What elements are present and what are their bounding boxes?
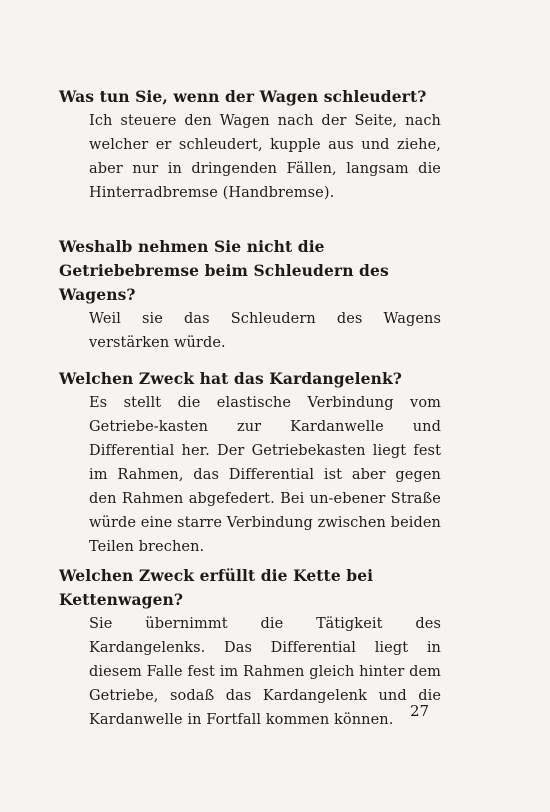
- qa-section-chain-drive: [59, 564, 441, 732]
- page-number: 27: [410, 702, 430, 720]
- answer-paragraph: Sie übernimmt die Tätigkeit des Kardangelenks. Das Differential liegt in diesem Falle fest im Rahmen gleich hinter dem Getriebe, sodaß das Kardangelenk und die Kardanwelle in Fortfall kommen können.: [89, 616, 441, 728]
- question-heading: Weshalb nehmen Sie nicht die Getriebebremse beim Schleudern des Wagens?: [59, 237, 389, 304]
- qa-section-cardan-joint: [59, 367, 441, 559]
- question-heading: Welchen Zweck erfüllt die Kette bei Kettenwagen?: [59, 566, 374, 609]
- qa-section-transmission-brake: [59, 235, 441, 355]
- qa-section-skidding: [59, 85, 441, 205]
- answer-paragraph: Es stellt die elastische Verbindung vom Getriebe-kasten zur Kardanwelle und Differential her. Der Getriebekasten liegt fest im Rahmen, das Differential ist aber gegen den Rahmen abgefedert. Bei un-ebener Straße würde eine starre Verbindung zwischen beiden Teilen brechen.: [89, 395, 441, 555]
- answer-paragraph: Ich steuere den Wagen nach der Seite, nach welcher er schleudert, kupple aus und ziehe, aber nur in dringenden Fällen, langsam die Hinterradbremse (Handbremse).: [89, 113, 441, 201]
- question-heading: Was tun Sie, wenn der Wagen schleudert?: [59, 87, 427, 106]
- answer-paragraph: Weil sie das Schleudern des Wagens verstärken würde.: [89, 311, 441, 351]
- question-heading: Welchen Zweck hat das Kardangelenk?: [59, 369, 402, 388]
